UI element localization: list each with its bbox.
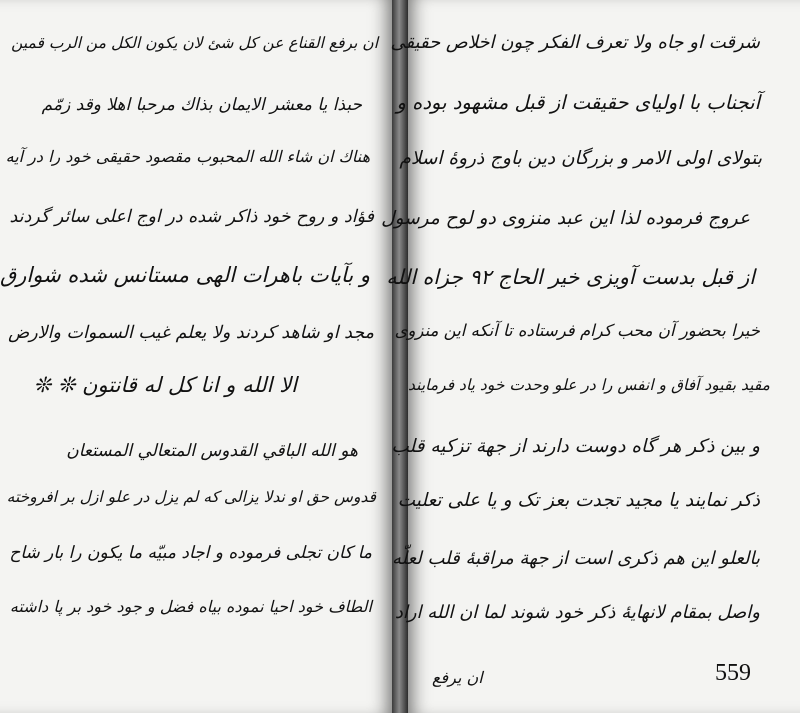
text-line: الطاف خود احیا نموده بیاه فضل و جود خود بر پا داشته bbox=[9, 597, 372, 616]
text-line: ما کان تجلی فرموده و اجاد مبیّه ما یکون را بار شاح bbox=[9, 543, 372, 563]
text-line: الا الله و انا کل له قانتون ❊ ❊ bbox=[33, 373, 297, 397]
text-line: بتولای اولی الامر و بزرگان دین باوج ذروهٔ اسلام bbox=[399, 148, 762, 169]
text-line: مقید بقیود آفاق و انفس را در علو وحدت خود یاد فرمایند bbox=[408, 376, 770, 394]
text-line: خیرا بحضور آن محب کرام فرستاده تا آنکه این منزوی bbox=[394, 321, 760, 340]
text-line: و بآیات باهرات الهی مستانس شده شوارق bbox=[0, 263, 370, 287]
heading-line: هو الله الباقي القدوس المتعالي المستعان bbox=[66, 441, 358, 461]
text-line: ذکر نمایند یا مجید تجدت بعز تک و یا علی تعلیت bbox=[397, 490, 760, 511]
text-line: مجد او شاهد کردند ولا یعلم غیب السموات والارض bbox=[8, 323, 374, 343]
text-line: شرقت او جاه ولا تعرف الفکر چون اخلاص حقیقی bbox=[390, 32, 760, 53]
text-line: حبذا يا معشر الايمان بذاك مرحبا اهلا وقد زمّم bbox=[41, 95, 362, 115]
text-line: آنجناب با اولیای حقیقت از قبل مشهود بوده و bbox=[396, 91, 760, 114]
text-line: و بین ذکر هر گاه دوست دارند از جهة تزکیه قلب bbox=[391, 436, 760, 457]
right-manuscript-page bbox=[381, 0, 800, 713]
text-line: ان برفع القناع عن كل شئ لان يكون الكل من الرب قمين bbox=[11, 34, 378, 52]
text-line: قدوس حق او ندلا یزالی که لم یزل در علو ازل بر افروخته bbox=[6, 488, 376, 506]
text-line: فؤاد و روح خود ذاکر شده در اوج اعلی سائر گردند bbox=[9, 207, 374, 227]
left-manuscript-page bbox=[0, 0, 392, 713]
text-line: عروج فرموده لذا این عبد منزوی دو لوح مرسول bbox=[381, 208, 750, 229]
text-line: هناك ان شاء الله المحبوب مقصود حقیقی خود را در آیه bbox=[5, 147, 370, 166]
catchword: ان یرفع bbox=[432, 668, 483, 687]
text-line: واصل بمقام لانهایهٔ ذکر خود شوند لما ان الله اراد bbox=[394, 602, 760, 623]
text-line: بالعلو این هم ذکری است از جهة مراقبهٔ قلب لعلّه bbox=[391, 548, 760, 569]
page-number: 559 bbox=[715, 660, 751, 686]
text-line: از قبل بدست آویزی خیر الحاج ۹۲ جزاه الله bbox=[386, 265, 755, 289]
